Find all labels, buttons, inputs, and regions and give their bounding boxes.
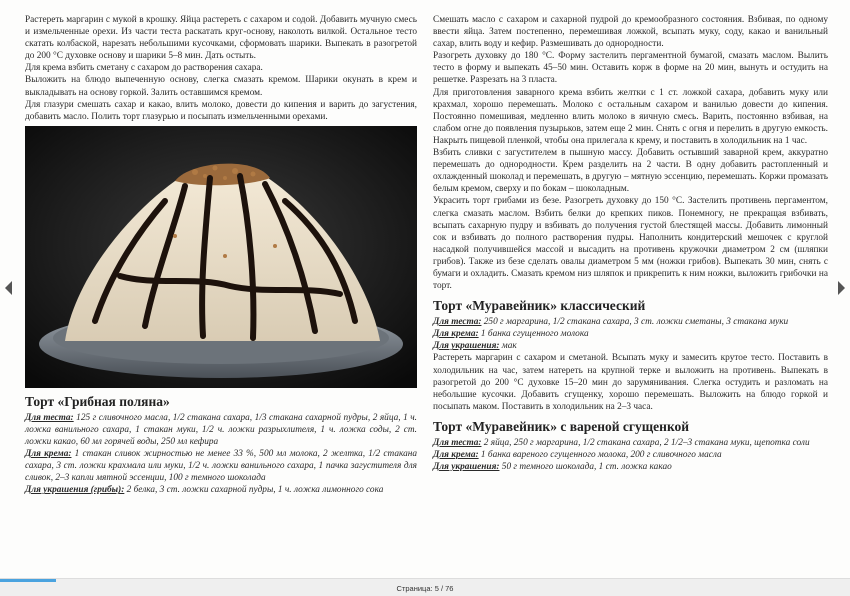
right-column [433,14,828,473]
page-indicator: Страница: 5 / 76 [396,584,454,593]
recipe-title-anthill-boiled-condensed: Торт «Муравейник» с вареной сгущенкой [433,418,690,434]
viewer-status-bar [0,578,850,596]
recipe-title-anthill-classic: Торт «Муравейник» классический [433,298,646,314]
intro-paragraph: Для глазури смешать сахар и какао, влить молоко, довести до кипения и варить до загустения, добавить масло. Полить торт глазурью и посыпать измельченными орехами. [25,99,417,122]
method-paragraph: Разогреть духовку до 180 °С. Форму застелить пергаментной бумагой, смазать маслом. Вылить тесто в форму и выпекать 45–50 мин. Оставить корж в форме на 20 мин, вынуть и остудить на решетке. Разрезать на 3 пласта. [433,51,828,86]
ingredient-line: Для теста: 125 г сливочного масла, 1/2 стакана сахара, 1/3 стакана сахарной пудры, 2 яйца, 1 ч. ложка ванильного сахара, 1 стакан муки, 1/2 ч. ложки разрыхлителя, 1 ч. ложка соды, 2 ст. ложки какао, 60 мл горячей воды, 250 мл кефира [25,412,418,448]
method-paragraph: Растереть маргарин с сахаром и сметаной. Всыпать муку и замесить крутое тесто. Поставить в холодильник на час, затем натереть на крупной терке и выложить на противень. Выпекать в разогретой до 200 °С духовке 15–20 мин до зарумянивания. Слегка остудить и разломать на небольшие кусочки. Добавить сгущенку, хорошо перемешать. Выложить на блюдо горкой и посыпать маком. Поставить в холодильник на 2–3 часа. [433,353,828,412]
method-paragraph: Смешать масло с сахаром и сахарной пудрой до кремообразного состояния. Взбивая, по одному ввести яйца. Затем постепенно, перемешивая ложкой, всыпать муку, соду, какао и ванильный сахар, влить воду и кефир. Размешивать до однородности. [433,15,828,50]
ingredient-line: Для украшения (грибы): 2 белка, 3 ст. ложки сахарной пудры, 1 ч. ложка лимонного сока [25,485,384,496]
ingredient-line: Для теста: 2 яйца, 250 г маргарина, 1/2 стакана сахара, 2 1/2–3 стакана муки, щепотка соли [433,437,810,448]
ingredient-line: Для украшения: мак [433,341,517,352]
intro-paragraph: Выложить на блюдо выпеченную основу, слегка смазать кремом. Шарики окунать в крем и выкладывать на основу горкой. Залить оставшимся кремом. [25,75,417,98]
ingredient-line: Для крема: 1 стакан сливок жирностью не менее 33 %, 500 мл молока, 2 желтка, 1/2 стакана сахара, 3 ст. ложки крахмала или муки, 1/2 ч. ложки ванильного сахара, 1 пачка загустителя для сливок, 2–3 капли мятной эссенции, 100 г темного шоколада [25,449,417,484]
ingredient-line: Для крема: 1 банка сгущенного молока [433,329,589,340]
left-column [25,14,417,497]
cake-photo [25,126,417,388]
reading-progress-bar[interactable] [0,579,56,582]
chevron-left-icon[interactable] [5,281,12,295]
ingredient-line: Для украшения: 50 г темного шоколада, 1 ст. ложка какао [433,462,672,473]
method-paragraph: Украсить торт грибами из безе. Разогреть духовку до 150 °С. Застелить противень пергаментом, слегка смазать маслом. Взбить белки до крепких пиков. Понемногу, не прекращая взбивать, всыпать сахарную пудру и взбивать до получения густой блестящей массы. Добавить лимонный сок и взбивать до полного растворения пудры. Наполнить кондитерский мешочек с круглой насадкой получившейся массой и высадить на противень кружочки диаметром 2 см (шляпки грибов). Также из безе сделать овалы диаметром 5 мм (ножки грибов). Выпекать 30 мин, снять с бумаги и охладить. Смазать кремом низ шляпок и прикрепить к ним ножки, выложить грибочки на торт. [433,196,828,292]
method-paragraph: Для приготовления заварного крема взбить желтки с 1 ст. ложкой сахара, добавить муку или крахмал, хорошо перемешать. Молоко с остальным сахаром и ванилью довести до кипения. Постоянно помешивая, медленно влить молоко в яичную смесь. Варить, постоянно взбивая, на слабом огне до появления пузырьков, затем еще 2 мин. Снять с огня и перелить в другую емкость. Накрыть пищевой пленкой, чтобы она прилегала к крему, и поставить в холодильник на 1 час. [433,87,828,146]
intro-paragraph: Растереть маргарин с мукой в крошку. Яйца растереть с сахаром и содой. Добавить мучную смесь и измельченные орехи. Из части теста раскатать круг-основу, наколоть вилкой. Остальное тесто скатать колбаской, нарезать небольшими кусочками, сформовать шарики. Выпекать в разогретой до 200 °С духовке основу и шарики 5–8 мин. Дать остыть. [25,15,417,62]
ingredient-line: Для крема: 1 банка вареного сгущенного молока, 200 г сливочного масла [433,450,722,460]
intro-paragraph: Для крема взбить сметану с сахаром до растворения сахара. [25,63,263,74]
chevron-right-icon[interactable] [838,281,845,295]
recipe-title-mushroom-meadow: Торт «Грибная поляна» [25,393,170,409]
ingredient-line: Для теста: 250 г маргарина, 1/2 стакана сахара, 3 ст. ложки сметаны, 3 стакана муки [433,317,789,328]
method-paragraph: Взбить сливки с загустителем в пышную массу. Добавить остывший заварной крем, аккуратно перемешать до однородности. Крем разделить на 2 части. В одну добавить растопленный и охлажденный шоколад и перемешать, в другую – мятную эссенцию, перемешать. Коржи промазать белым кремом, сверху и по бокам – шоколадным. [433,148,828,195]
